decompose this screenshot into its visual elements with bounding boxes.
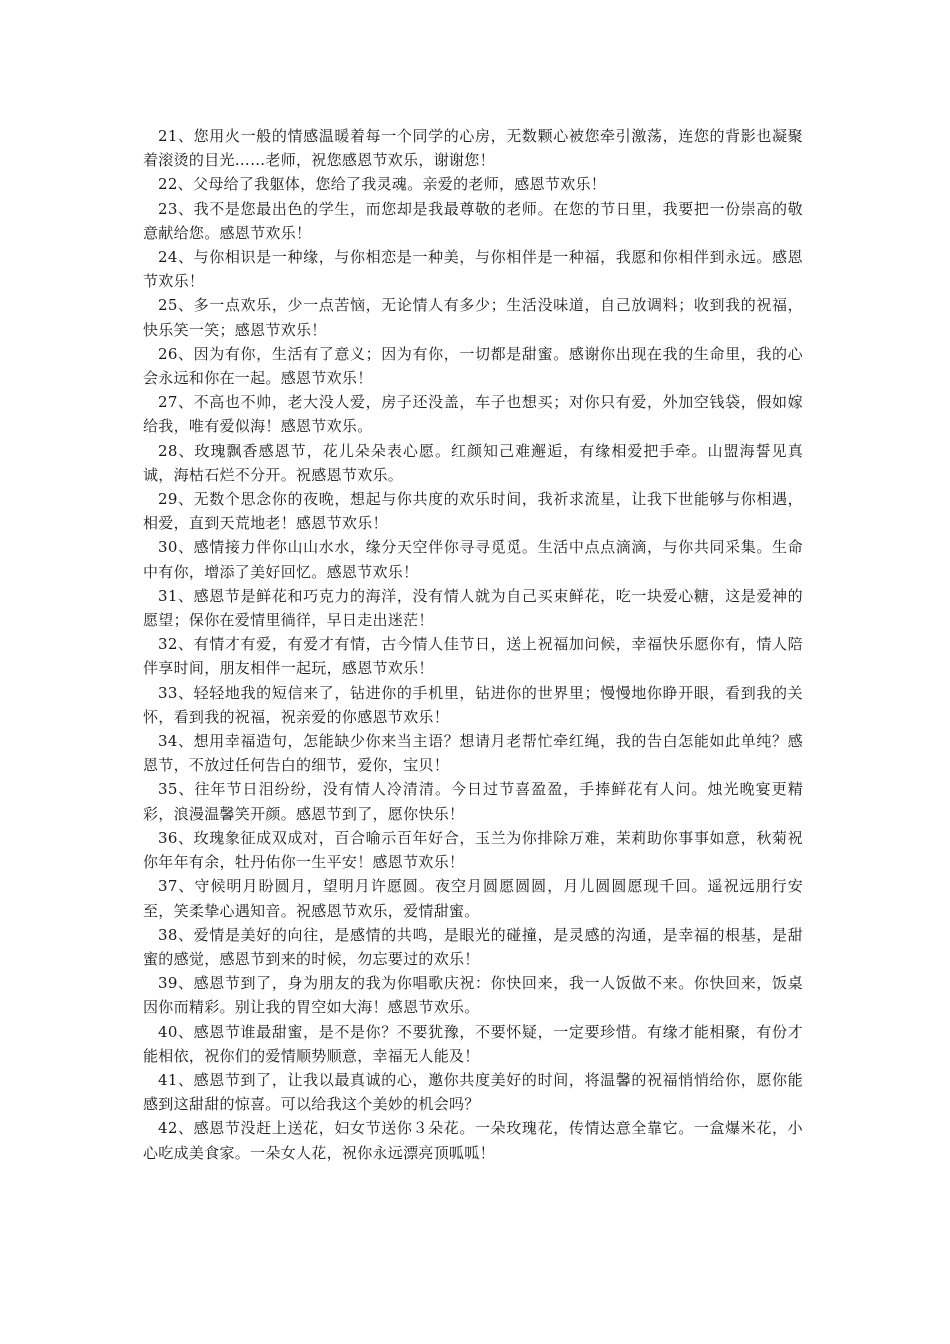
paragraph-34: 34、想用幸福造句，怎能缺少你来当主语？想请月老帮忙牵红绳，我的告白怎能如此单纯？感恩节，不放过任何告白的细节，爱你，宝贝！ [143, 732, 803, 775]
paragraph-25: 25、多一点欢乐，少一点苦恼，无论情人有多少；生活没味道，自己放调料；收到我的祝福，快乐笑一笑；感恩节欢乐！ [143, 296, 803, 339]
paragraph-28: 28、玫瑰飘香感恩节，花儿朵朵表心愿。红颜知己难邂逅，有缘相爱把手牵。山盟海誓见真诚，海枯石烂不分开。祝感恩节欢乐。 [143, 441, 803, 484]
paragraph-27: 27、不高也不帅，老大没人爱，房子还没盖，车子也想买；对你只有爱，外加空钱袋，假如嫁给我，唯有爱似海！感恩节欢乐。 [143, 393, 803, 436]
paragraph-31: 31、感恩节是鲜花和巧克力的海洋，没有情人就为自己买束鲜花，吃一块爱心糖，这是爱神的愿望；保你在爱情里徜徉，早日走出迷茫！ [143, 586, 803, 630]
paragraph-37: 37、守候明月盼圆月，望明月许愿圆。夜空月圆愿圆圆，月儿圆圆愿现千回。遥祝远朋行安至，笑柔挚心遇知音。祝感恩节欢乐，爱情甜蜜。 [143, 877, 803, 920]
paragraph-21: 21、您用火一般的情感温暖着每一个同学的心房，无数颗心被您牵引激荡，连您的背影也凝聚着滚烫的目光……老师，祝您感恩节欢乐，谢谢您！ [143, 127, 803, 170]
paragraph-35: 35、往年节日泪纷纷，没有情人冷清清。今日过节喜盈盈，手捧鲜花有人问。烛光晚宴更精彩，浪漫温馨笑开颜。感恩节到了，愿你快乐！ [143, 780, 803, 823]
paragraph-36: 36、玫瑰象征成双成对，百合喻示百年好合，玉兰为你排除万难，茉莉助你事事如意，秋菊祝你年年有余，牡丹佑你一生平安！感恩节欢乐！ [143, 828, 803, 872]
paragraph-32: 32、有情才有爱，有爱才有情，古今情人佳节日，送上祝福加问候，幸福快乐愿你有，情人陪伴享时间，朋友相伴一起玩，感恩节欢乐！ [143, 635, 803, 678]
paragraph-38: 38、爱情是美好的向往，是感情的共鸣，是眼光的碰撞，是灵感的沟通，是幸福的根基，是甜蜜的感觉，感恩节到来的时候，勿忘要过的欢乐！ [143, 925, 803, 968]
paragraph-26: 26、因为有你，生活有了意义；因为有你，一切都是甜蜜。感谢你出现在我的生命里，我的心会永远和你在一起。感恩节欢乐！ [143, 344, 803, 388]
paragraph-30: 30、感情接力伴你山山水水，缘分天空伴你寻寻觅觅。生活中点点滴滴，与你共同采集。生命中有你，增添了美好回忆。感恩节欢乐！ [143, 538, 803, 581]
paragraph-33: 33、轻轻地我的短信来了，钻进你的手机里，钻进你的世界里；慢慢地你睁开眼，看到我的关怀，看到我的祝福，祝亲爱的你感恩节欢乐！ [143, 683, 803, 726]
paragraph-22: 22、父母给了我躯体，您给了我灵魂。亲爱的老师，感恩节欢乐！ [158, 175, 607, 194]
paragraph-40: 40、感恩节谁最甜蜜，是不是你？不要犹豫，不要怀疑，一定要珍惜。有缘才能相聚，有份才能相依，祝你们的爱情顺势顺意，幸福无人能及！ [143, 1022, 803, 1065]
paragraph-24: 24、与你相识是一种缘，与你相恋是一种美，与你相伴是一种福，我愿和你相伴到永远。感恩节欢乐！ [143, 248, 803, 291]
paragraph-23: 23、我不是您最出色的学生，而您却是我最尊敬的老师。在您的节日里，我要把一份崇高的敬意献给您。感恩节欢乐！ [143, 199, 803, 242]
paragraph-42: 42、感恩节没赶上送花，妇女节送你３朵花。一朵玫瑰花，传情达意全靠它。一盒爆米花，小心吃成美食家。一朵女人花，祝你永远漂亮顶呱呱！ [143, 1119, 803, 1162]
paragraph-29: 29、无数个思念你的夜晚，想起与你共度的欢乐时间，我祈求流星，让我下世能够与你相遇，相爱，直到天荒地老！感恩节欢乐！ [143, 490, 803, 533]
paragraph-41: 41、感恩节到了，让我以最真诚的心，邀你共度美好的时间，将温馨的祝福悄悄给你，愿你能感到这甜甜的惊喜。可以给我这个美妙的机会吗？ [143, 1070, 803, 1114]
paragraph-39: 39、感恩节到了，身为朋友的我为你唱歌庆祝：你快回来，我一人饭做不来。你快回来，饭桌因你而精彩。别让我的胃空如大海！感恩节欢乐。 [143, 974, 803, 1017]
document-body [143, 124, 803, 1165]
